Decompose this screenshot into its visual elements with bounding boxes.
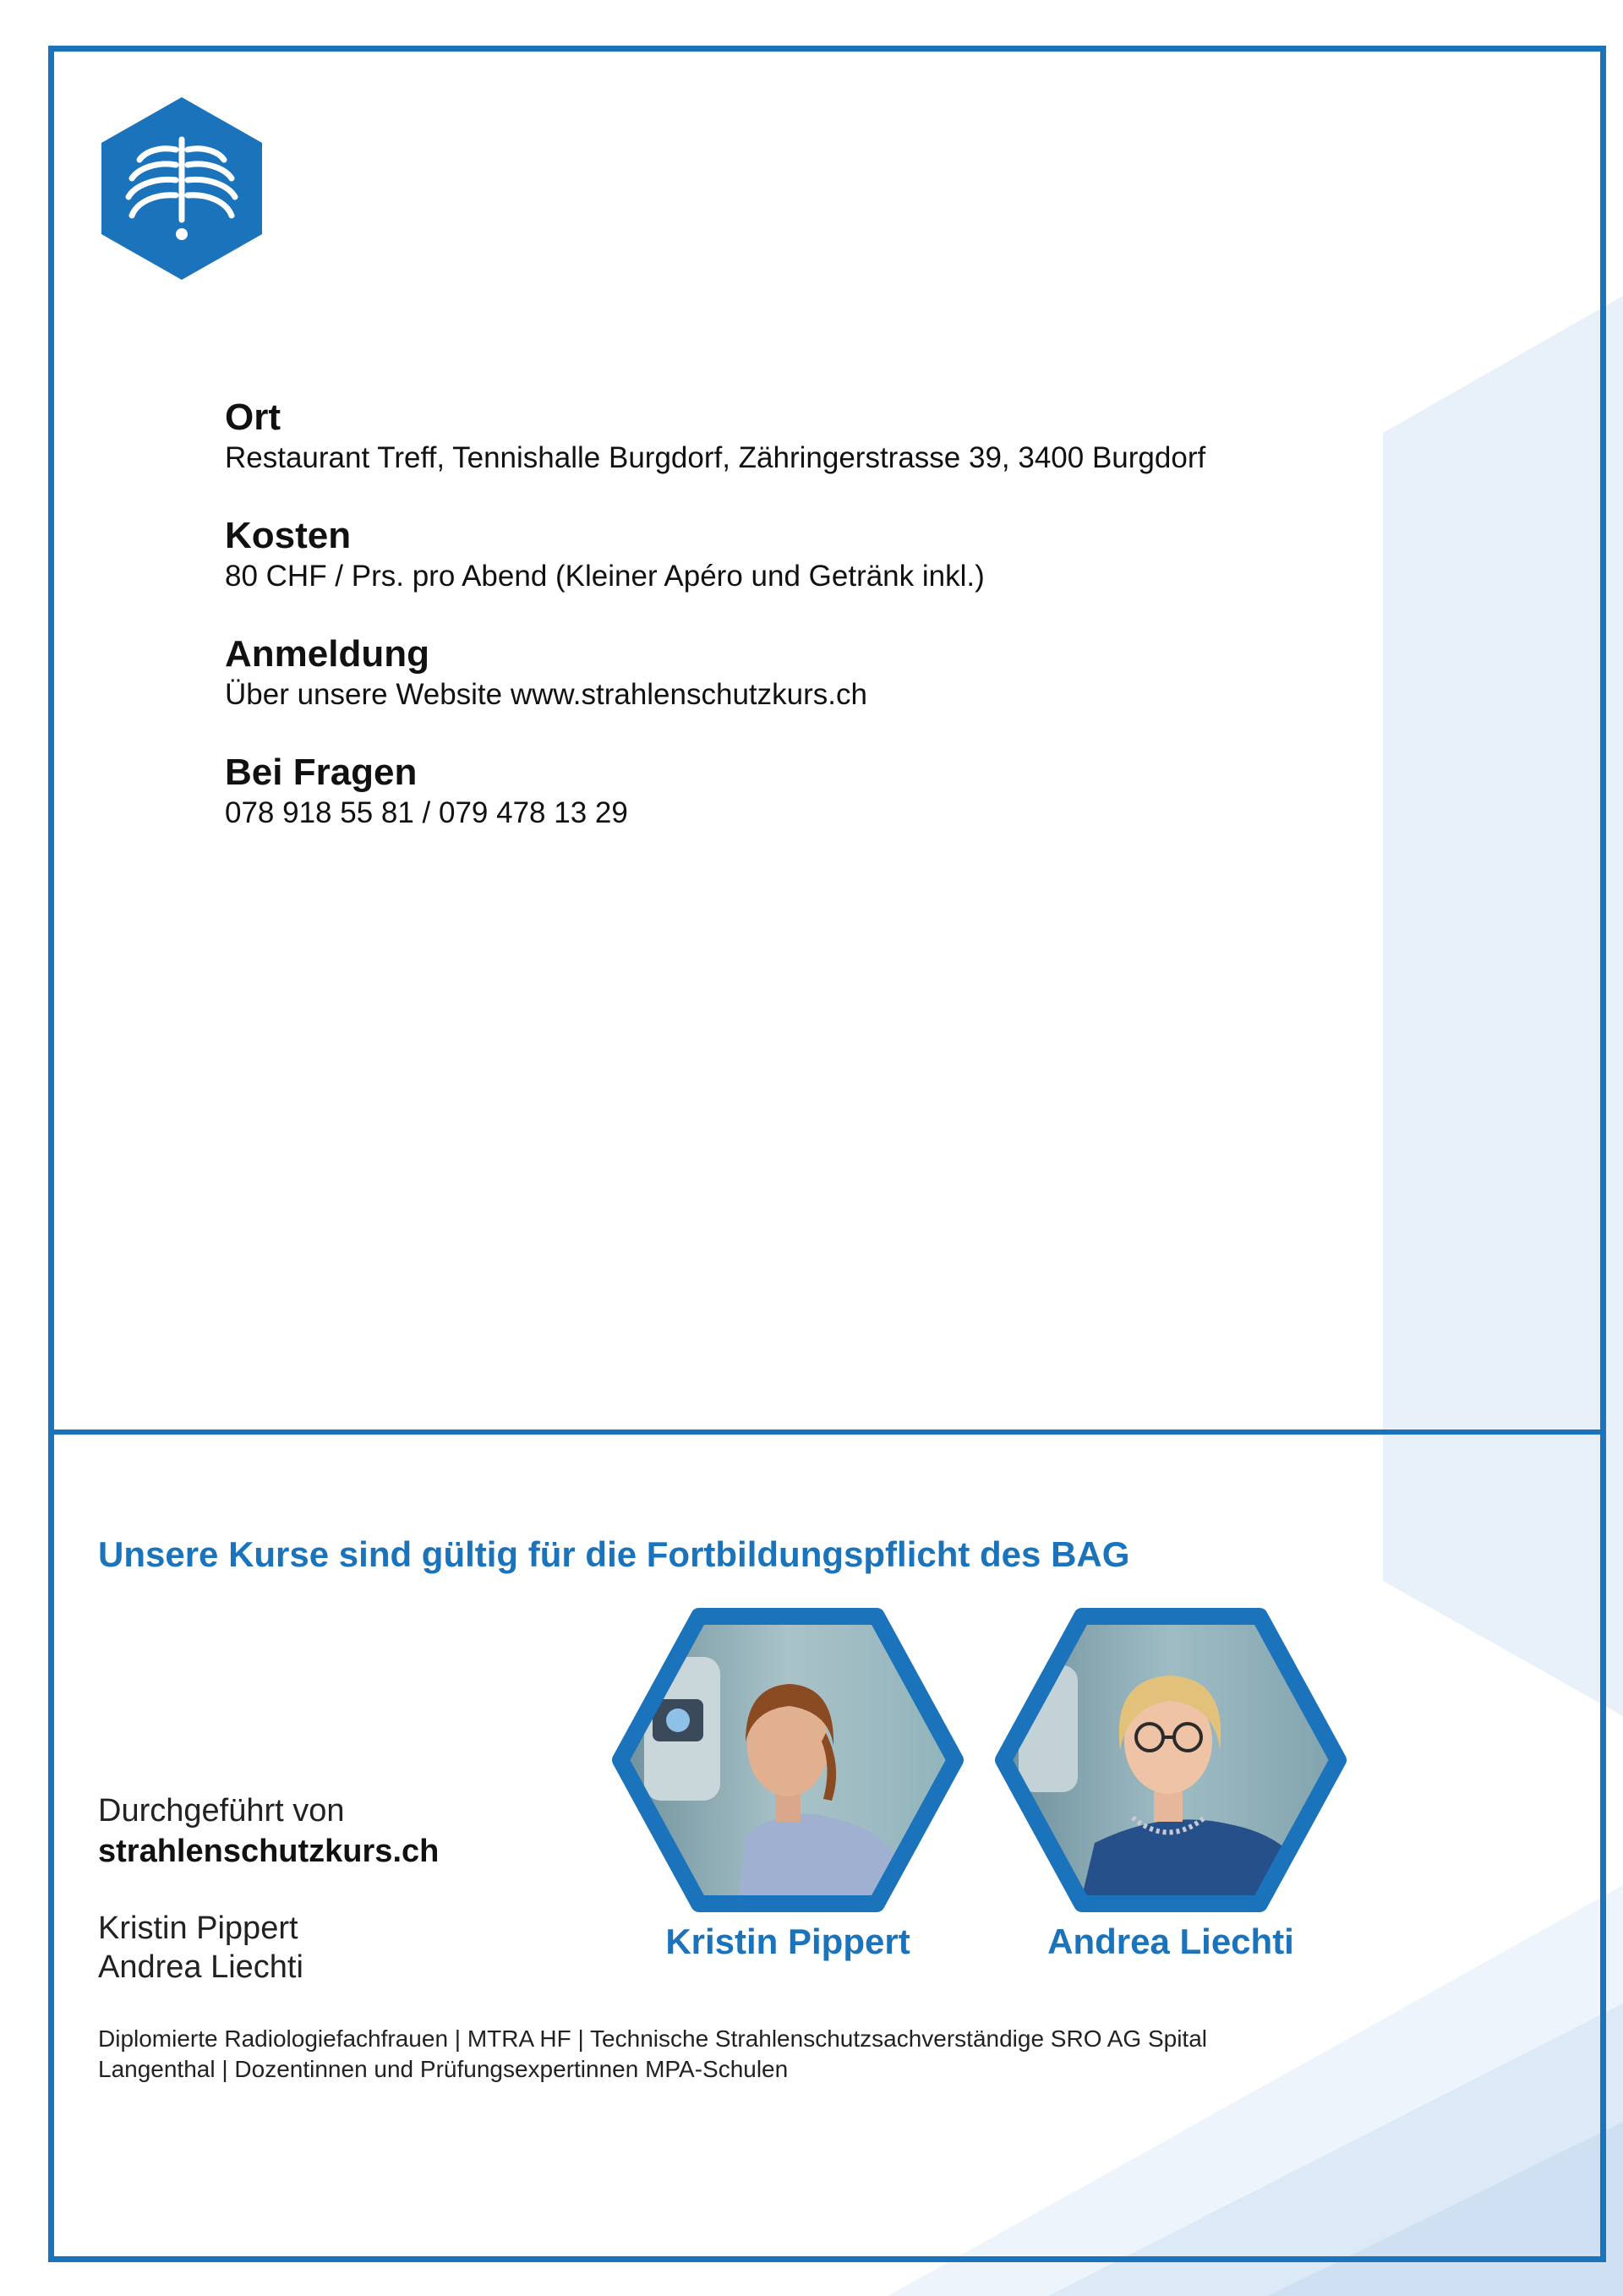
cost-heading: Kosten: [225, 515, 352, 556]
performed-by-label: Durchgeführt von: [98, 1793, 345, 1829]
location-text: Restaurant Treff, Tennishalle Burgdorf, Zähringerstrasse 39, 3400 Burgdorf: [225, 441, 1206, 474]
performed-by-site: strahlenschutzkurs.ch: [98, 1834, 440, 1869]
credentials: Diplomierte Radiologiefachfrauen | MTRA HF | Technische Strahlenschutzsachverständige SRO AG Spital Langenthal | Dozentinnen und Prüfungsexpertinnen MPA-Schulen: [98, 2025, 1207, 2082]
questions-block: [225, 751, 1408, 832]
portrait-kristin: [610, 1606, 965, 1961]
portrait-photo: [993, 1606, 1348, 1914]
ribcage-xray-icon: [101, 97, 262, 280]
portrait-photo: [610, 1606, 965, 1914]
questions-heading: Bei Fragen: [225, 752, 418, 793]
bag-notice: Unsere Kurse sind gültig für die Fortbildungspflicht des BAG: [98, 1534, 1130, 1574]
registration-block: [225, 632, 1408, 713]
registration-heading: Anmeldung: [225, 633, 429, 675]
instructor-name-1: Kristin Pippert: [98, 1911, 298, 1946]
portrait-name-andrea: Andrea Liechti: [1047, 1922, 1294, 1961]
section-divider: [48, 1430, 1606, 1435]
registration-text: Über unsere Website www.strahlenschutzkurs.ch: [225, 678, 867, 711]
questions-text: 078 918 55 81 / 079 478 13 29: [225, 796, 628, 829]
instructor-name-2: Andrea Liechti: [98, 1949, 303, 1985]
instructor-names: [98, 1909, 303, 1987]
cost-block: [225, 514, 1408, 595]
portrait-name-kristin: Kristin Pippert: [665, 1922, 910, 1961]
location-block: [225, 396, 1408, 477]
cost-text: 80 CHF / Prs. pro Abend (Kleiner Apéro und Getränk inkl.): [225, 560, 985, 593]
event-info: [225, 396, 1408, 869]
portrait-andrea: [993, 1606, 1348, 1961]
logo: [101, 97, 262, 280]
performed-by: [98, 1790, 439, 1872]
location-heading: Ort: [225, 396, 281, 438]
